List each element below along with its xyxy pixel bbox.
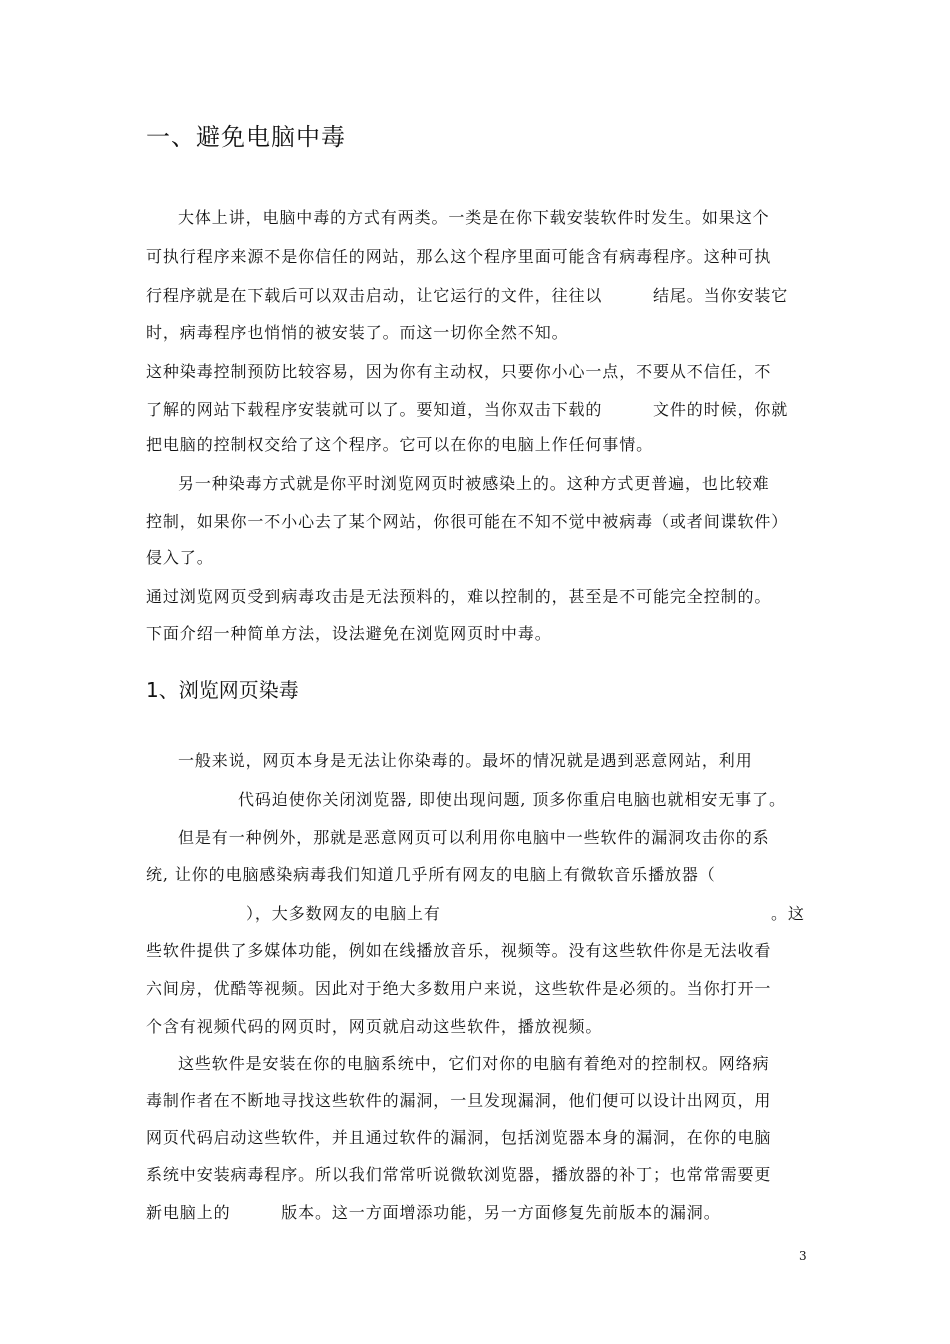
paragraph-line: ），大多数网友的电脑上有	[246, 904, 441, 923]
paragraph-line: 新电脑上的 版本。这一方面增添功能，另一方面修复先前版本的漏洞。	[146, 1203, 721, 1222]
paragraph-line: 网页代码启动这些软件，并且通过软件的漏洞，包括浏览器本身的漏洞，在你的电脑	[146, 1128, 772, 1147]
paragraph-line: 些软件提供了多媒体功能，例如在线播放音乐，视频等。没有这些软件你是无法收看	[146, 941, 772, 960]
paragraph-line: 但是有一种例外，那就是恶意网页可以利用你电脑中一些软件的漏洞攻击你的系	[178, 828, 770, 847]
paragraph-line: 通过浏览网页受到病毒攻击是无法预料的，难以控制的，甚至是不可能完全控制的。	[146, 587, 772, 606]
paragraph-line: 另一种染毒方式就是你平时浏览网页时被感染上的。这种方式更普遍，也比较难	[178, 474, 770, 493]
paragraph-line: 代码迫使你关闭浏览器, 即使出现问题, 顶多你重启电脑也就相安无事了。	[238, 790, 786, 809]
paragraph-line: 毒制作者在不断地寻找这些软件的漏洞，一旦发现漏洞，他们便可以设计出网页，用	[146, 1091, 772, 1110]
paragraph-line: 这些软件是安装在你的电脑系统中，它们对你的电脑有着绝对的控制权。网络病	[178, 1054, 770, 1073]
paragraph-line: 下面介绍一种简单方法，设法避免在浏览网页时中毒。	[146, 624, 552, 643]
paragraph-line: 一般来说，网页本身是无法让你染毒的。最坏的情况就是遇到恶意网站，利用	[178, 751, 753, 770]
paragraph-line: 。这	[771, 904, 805, 923]
paragraph-line: 个含有视频代码的网页时，网页就启动这些软件，播放视频。	[146, 1017, 603, 1036]
section-heading: 一、避免电脑中毒	[146, 123, 346, 151]
paragraph-line: 可执行程序来源不是你信任的网站，那么这个程序里面可能含有病毒程序。这种可执	[146, 247, 772, 266]
paragraph-line: 这种染毒控制预防比较容易，因为你有主动权，只要你小心一点，不要从不信任，不	[146, 362, 772, 381]
paragraph-line: 侵入了。	[146, 548, 214, 567]
paragraph-line: 时，病毒程序也悄悄的被安装了。而这一切你全然不知。	[146, 323, 569, 342]
subsection-heading: 1、浏览网页染毒	[146, 678, 299, 702]
paragraph-line: 统, 让你的电脑感染病毒我们知道几乎所有网友的电脑上有微软音乐播放器（	[146, 865, 716, 884]
paragraph-line: 了解的网站下载程序安装就可以了。要知道，当你双击下载的 文件的时候，你就	[146, 400, 789, 419]
paragraph-line: 把电脑的控制权交给了这个程序。它可以在你的电脑上作任何事情。	[146, 435, 654, 454]
page-number: 3	[799, 1249, 807, 1263]
paragraph-line: 系统中安装病毒程序。所以我们常常听说微软浏览器，播放器的补丁；也常常需要更	[146, 1165, 772, 1184]
paragraph-line: 大体上讲，电脑中毒的方式有两类。一类是在你下载安装软件时发生。如果这个	[178, 208, 770, 227]
paragraph-line: 行程序就是在下载后可以双击启动，让它运行的文件，往往以 结尾。当你安装它	[146, 286, 789, 305]
paragraph-line: 六间房，优酷等视频。因此对于绝大多数用户来说，这些软件是必须的。当你打开一	[146, 979, 772, 998]
paragraph-line: 控制，如果你一不小心去了某个网站，你很可能在不知不觉中被病毒（或者间谍软件）	[146, 512, 789, 531]
